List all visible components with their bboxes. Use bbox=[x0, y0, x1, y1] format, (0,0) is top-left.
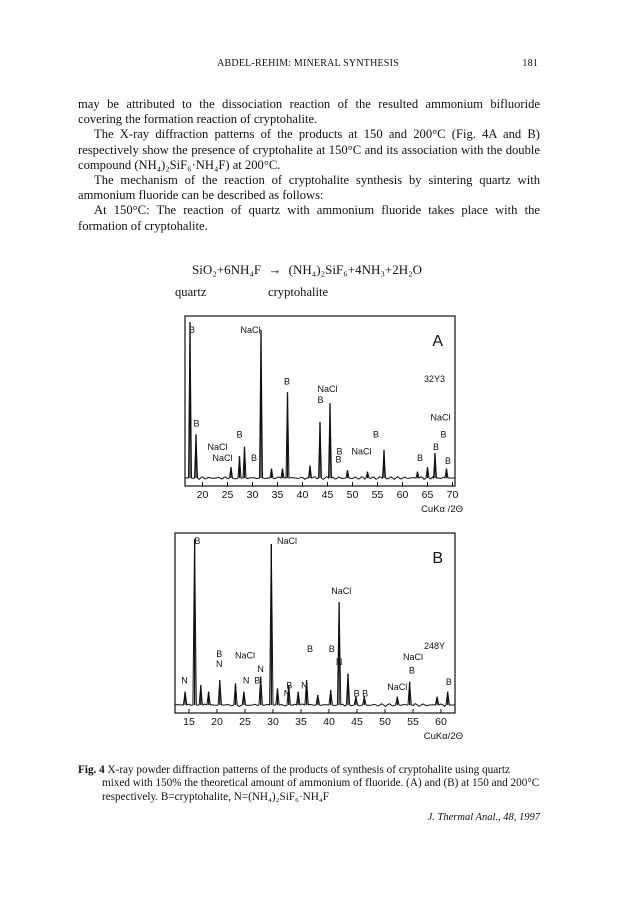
plot-frame bbox=[175, 533, 455, 713]
peak-label: B bbox=[254, 675, 261, 686]
peak-label: B bbox=[372, 429, 380, 440]
peak-label: NaCl bbox=[402, 652, 424, 663]
peak-label: B bbox=[236, 429, 243, 440]
peak-label: NaCl bbox=[430, 412, 451, 423]
peak-label: NaCl bbox=[234, 650, 256, 661]
peak-label: NaCl bbox=[212, 452, 233, 463]
sample-code: 248Y bbox=[423, 641, 445, 651]
x-tick-label: 40 bbox=[296, 489, 309, 501]
x-tick-label: 70 bbox=[446, 489, 459, 501]
paragraph: The mechanism of the reaction of cryptohalite synthesis by sintering quartz with ammonium fluoride can be described as follows: bbox=[78, 173, 540, 203]
peak-label: N bbox=[215, 658, 223, 669]
x-tick-label: 30 bbox=[267, 716, 279, 728]
peak-label: N bbox=[301, 680, 308, 691]
x-tick-label: 45 bbox=[321, 489, 334, 501]
peak-label: B bbox=[416, 452, 424, 463]
x-tick-label: 50 bbox=[346, 489, 359, 501]
caption-text: X-ray powder diffraction patterns of the products of synthesis of cryptohalite using quartz mixed with 150% the theoretical amount of ammonium of fluoride. (A) and (B) at 150 and 200°C respectively. B=cryptohalite, N=(NH₄)₂SiF₆·NH₄F bbox=[102, 764, 540, 803]
x-unit-label: CuKα /2Θ bbox=[421, 504, 463, 515]
peak-label: B bbox=[444, 455, 452, 466]
equation-lhs: SiO₂+6NH₄F bbox=[192, 262, 262, 277]
peak-label: N bbox=[181, 675, 188, 686]
peak-label: B bbox=[335, 454, 342, 465]
body-text bbox=[78, 97, 540, 234]
x-tick-label: 60 bbox=[396, 489, 409, 501]
peak-label: NaCl bbox=[207, 441, 228, 452]
x-unit-label: CuKα/2Θ bbox=[423, 731, 463, 742]
peak-label: NaCl bbox=[240, 324, 261, 335]
peak-label: B bbox=[432, 441, 440, 452]
paragraph: The X-ray diffraction patterns of the products at 150 and 200°C (Fig. 4A and B) respectively show the presence of cryptohalite at 150°C and its association with the double compound (NH₄)₂SiF₆·NH₄F) at 200°C. bbox=[78, 127, 540, 172]
peak-label: N bbox=[335, 657, 343, 668]
paragraph: may be attributed to the dissociation reaction of the resulted ammonium bifluoride covering the formation reaction of cryptohalite. bbox=[78, 97, 540, 127]
reactant-label: quartz bbox=[175, 285, 207, 299]
x-tick-label: 65 bbox=[421, 489, 434, 501]
journal-footer: J. Thermal Anal., 48, 1997 bbox=[427, 812, 540, 823]
diffraction-trace bbox=[175, 539, 455, 706]
x-tick-label: 55 bbox=[371, 489, 384, 501]
peak-label: B bbox=[194, 535, 201, 546]
x-tick-label: 25 bbox=[221, 489, 234, 501]
peak-label: B bbox=[336, 446, 343, 457]
peak-label: NaCl bbox=[317, 384, 338, 395]
page-number: 181 bbox=[522, 58, 538, 69]
x-tick-label: 20 bbox=[211, 716, 223, 728]
peak-label: B bbox=[328, 643, 335, 654]
x-tick-label: 25 bbox=[239, 716, 251, 728]
x-tick-label: 45 bbox=[351, 716, 363, 728]
peak-label: B bbox=[216, 648, 223, 659]
x-tick-label: 15 bbox=[183, 716, 195, 728]
x-tick-label: 35 bbox=[295, 716, 307, 728]
x-tick-label: 40 bbox=[323, 716, 335, 728]
x-tick-label: 55 bbox=[407, 716, 419, 728]
panel-letter: A bbox=[432, 333, 443, 350]
peak-label: N bbox=[242, 675, 250, 686]
peak-label: B bbox=[440, 429, 447, 440]
sample-code: 32Y3 bbox=[423, 374, 445, 384]
xrd-chart-a bbox=[170, 308, 470, 520]
x-tick-label: 50 bbox=[379, 716, 391, 728]
peak-label: B bbox=[193, 418, 200, 429]
product-label: cryptohalite bbox=[268, 285, 329, 299]
peak-label: B bbox=[188, 324, 196, 335]
peak-label: NaCl bbox=[276, 535, 298, 546]
peak-label: B bbox=[250, 452, 258, 463]
x-tick-label: 20 bbox=[196, 489, 209, 501]
xrd-chart-b bbox=[165, 527, 465, 747]
panel-letter: B bbox=[432, 550, 443, 567]
peak-label: N bbox=[257, 663, 264, 674]
x-tick-label: 35 bbox=[271, 489, 284, 501]
peak-label: B bbox=[286, 680, 293, 691]
peak-label: B bbox=[317, 395, 324, 406]
figure-caption bbox=[78, 764, 540, 804]
peak-label: B bbox=[283, 376, 291, 387]
peak-label: NaCl bbox=[351, 446, 372, 457]
caption-label: Fig. 4 bbox=[78, 764, 105, 776]
peak-label: NaCl bbox=[331, 585, 352, 596]
peak-label: B bbox=[445, 677, 452, 688]
reaction-equation bbox=[192, 262, 422, 278]
equation-rhs: (NH₄)₂SiF₆+4NH₃+2H₂O bbox=[288, 262, 423, 277]
peak-label: NaCl bbox=[387, 682, 408, 693]
peak-label: B bbox=[408, 665, 415, 676]
x-tick-label: 60 bbox=[435, 716, 447, 728]
paragraph: At 150°C: The reaction of quartz with ammonium fluoride takes place with the formation of cryptohalite. bbox=[78, 203, 540, 233]
equation-arrow: → bbox=[268, 262, 282, 277]
peak-label: B bbox=[306, 643, 313, 654]
running-title: ABDEL-REHIM: MINERAL SYNTHESIS bbox=[217, 58, 399, 69]
x-tick-label: 30 bbox=[246, 489, 259, 501]
peak-label: N bbox=[283, 688, 291, 699]
peak-label: B B bbox=[353, 688, 369, 699]
